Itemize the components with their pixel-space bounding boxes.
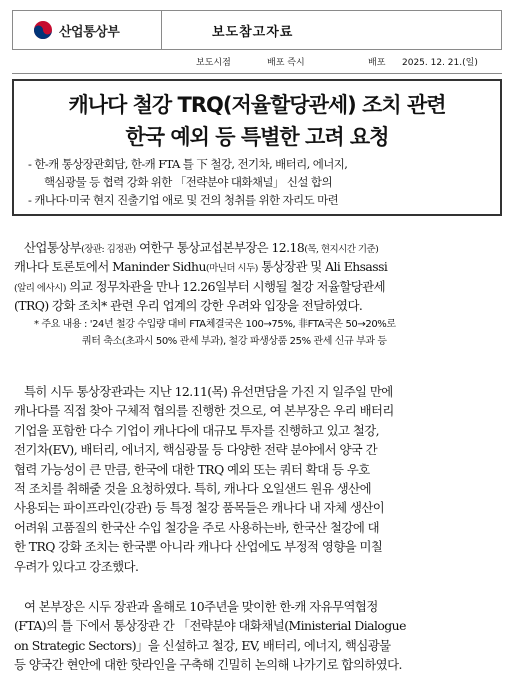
paragraph-line: 한 TRQ 강화 조치는 한국뿐 아니라 캐나다 산업에도 부정적 영향을 미칠 [14, 539, 383, 555]
subheading-1: - 한-캐 통상장관회담, 한-캐 FTA 틀 下 철강, 전기차, 배터리, 에너지, [28, 157, 348, 171]
doc-type-label: 보도참고자료 [212, 24, 294, 40]
paragraph-line: 우려가 있다고 강조했다. [14, 558, 139, 574]
distribution-label: 배포 [368, 58, 386, 68]
footnote-line-2: 쿼터 축소(초과시 50% 관세 부과), 철강 파생상품 25% 관세 신규 부과 등 [82, 336, 387, 347]
footnote [34, 315, 502, 349]
paragraph-line [14, 238, 502, 257]
release-time-value: 배포 즉시 [267, 58, 305, 68]
title-box [12, 79, 502, 216]
text-span: 통상장관 및 Ali Ehsassi [257, 259, 388, 275]
paragraph-line: 어려워 고품질의 한국산 수입 철강을 주로 사용하는바, 한국산 철강에 대 [14, 519, 380, 535]
paragraph-line: 협력 가능성이 큰 만큼, 한국에 대한 TRQ 예외 또는 쿼터 확대 등 우호 [14, 461, 370, 477]
paragraph-line: (TRQ) 강화 조치* 관련 우리 업계의 강한 우려와 입장을 전달하였다. [14, 298, 363, 314]
headline-line-1: 캐나다 철강 TRQ(저율할당관세) 조치 관련 [68, 93, 446, 117]
paragraph-line: (FTA)의 틀 下에서 통상장관 간 「전략분야 대화채널(Ministerial Dialogue [14, 618, 406, 634]
doc-type-box [162, 10, 502, 50]
release-meta-row [12, 50, 502, 74]
paragraph-line: 전기차(EV), 배터리, 에너지, 핵심광물 등 다양한 전략 분야에서 양국 간 [14, 442, 378, 458]
text-span: 산업통상부 [24, 240, 82, 255]
text-span: 여한구 통상교섭본부장은 12.18 [135, 240, 305, 255]
ministry-logo-box [12, 10, 162, 50]
subheading-3: - 캐나다·미국 현지 진출기업 애로 및 건의 청취를 위한 자리도 마련 [28, 193, 339, 207]
paragraph-line: 기업을 포함한 다수 기업이 캐나다에 대규모 투자를 진행하고 있고 철강, [14, 422, 380, 438]
text-span: (장관: 김정관) [81, 244, 136, 255]
taegeuk-logo-icon [33, 20, 53, 40]
footnote-line-1: * 주요 내용 : '24년 철강 수입량 대비 FTA체결국은 100→75%, 非FTA국은 50→20%로 [34, 319, 396, 330]
text-span: 의교 정무차관을 만나 12.26일부터 시행될 철강 저율할당관세 [65, 278, 386, 294]
text-span: (마닌더 시두) [205, 263, 258, 275]
text-span: (알리 에사시) [14, 282, 66, 294]
headline-line-2: 한국 예외 등 특별한 고려 요청 [125, 125, 389, 149]
body-paragraph-2 [14, 382, 502, 576]
paragraph-line: 적 조치를 취해줄 것을 요청하였다. 특히, 캐나다 오일샌드 원유 생산에 [14, 480, 372, 496]
body-paragraph-1 [14, 238, 502, 316]
body-paragraph-3 [14, 597, 502, 675]
paragraph-line: 캐나다를 직접 찾아 구체적 협의를 진행한 것으로, 여 본부장은 우리 배터리 [14, 403, 394, 419]
header [12, 10, 502, 50]
text-span: 캐나다 토론토에서 Maninder Sidhu [14, 259, 206, 275]
paragraph-line: 여 본부장은 시두 장관과 올해로 10주년을 맞이한 한-캐 자유무역협정 [24, 599, 378, 614]
ministry-name: 산업통상부 [59, 24, 120, 40]
paragraph-line: 사용되는 파이프라인(강관) 등 특정 철강 품목들은 캐나다 내 자체 생산이 [14, 500, 385, 516]
paragraph-line: on Strategic Sectors)」을 신설하고 철강, EV, 배터리, 에너지, 핵심광물 [14, 637, 391, 653]
subheading-2: 핵심광물 등 협력 강화 위한 「전략분야 대화채널」 신설 합의 [44, 175, 332, 189]
release-time-label: 보도시점 [196, 58, 231, 68]
paragraph-line: 특히 시두 통상장관과는 지난 12.11(목) 유선면담을 가진 지 일주일 만에 [24, 384, 393, 399]
paragraph-line: 등 양국간 현안에 대한 핫라인을 구축해 긴밀히 논의해 나가기로 합의하였다. [14, 657, 402, 673]
distribution-date: 2025. 12. 21.(일) [402, 58, 478, 68]
paragraph-line [14, 277, 502, 296]
text-span: (목, 현지시간 기준) [304, 244, 379, 255]
paragraph-line [14, 257, 502, 276]
